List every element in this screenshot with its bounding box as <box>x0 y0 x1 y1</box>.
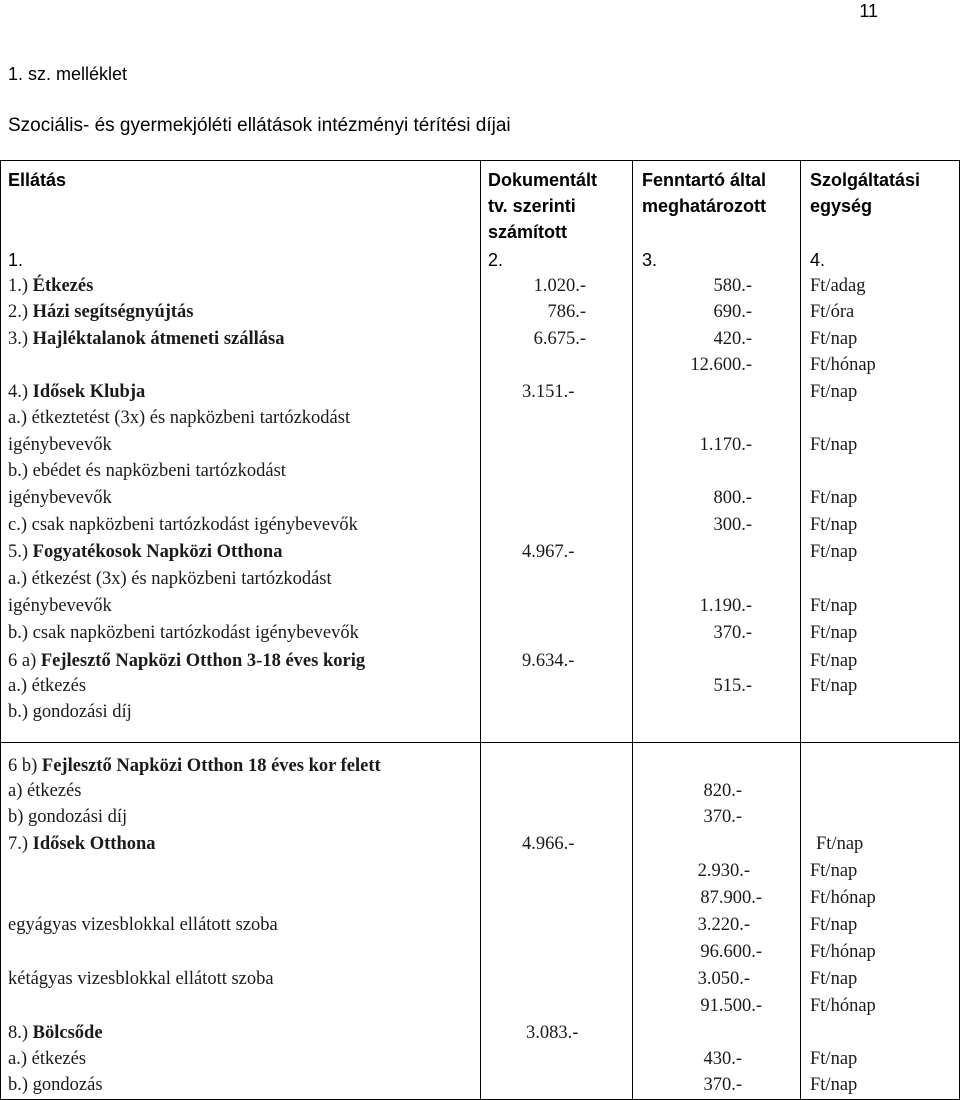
column-number: 3. <box>642 250 658 270</box>
service-name: Hajléktalanok átmeneti szállása <box>32 329 285 349</box>
operator-fee: 515.- <box>713 676 752 696</box>
documented-fee: 6.675.- <box>533 329 586 349</box>
operator-fee: 370.- <box>703 807 742 827</box>
column-number: 4. <box>810 250 826 270</box>
service-unit: Ft/nap <box>810 382 858 402</box>
fee-table <box>0 160 960 1100</box>
column-divider <box>800 160 801 742</box>
service-unit: Ft/nap <box>816 834 864 854</box>
service-unit: Ft/nap <box>810 861 858 881</box>
row-label: 6 a) Fejlesztő Napközi Otthon 3-18 éves korig <box>8 651 366 671</box>
documented-fee: 3.151.- <box>522 382 575 402</box>
service-name: Házi segítségnyújtás <box>32 302 194 322</box>
annex-label: 1. sz. melléklet <box>8 64 128 84</box>
row-label: b.) ebédet és napközbeni tartózkodást <box>8 461 286 481</box>
table-border-left <box>0 160 1 742</box>
operator-fee: 690.- <box>713 302 752 322</box>
service-name: Fejlesztő Napközi Otthon 18 éves kor felett <box>41 756 381 776</box>
row-label: 2.) Házi segítségnyújtás <box>8 302 194 322</box>
operator-fee: 300.- <box>713 515 752 535</box>
service-unit: Ft/nap <box>810 623 858 643</box>
header-operator: Fenntartó által <box>642 170 767 190</box>
row-label: egyágyas vizesblokkal ellátott szoba <box>8 915 278 935</box>
column-number: 2. <box>488 250 504 270</box>
documented-fee: 9.634.- <box>522 651 575 671</box>
column-divider <box>480 160 481 742</box>
service-unit: Ft/hónap <box>810 996 876 1016</box>
row-label: igénybevevők <box>8 596 112 616</box>
column-number: 1. <box>8 250 24 270</box>
operator-fee: 1.190.- <box>699 596 752 616</box>
service-name: Fogyatékosok Napközi Otthona <box>32 542 283 562</box>
operator-fee: 820.- <box>703 781 742 801</box>
row-label: 5.) Fogyatékosok Napközi Otthona <box>8 542 283 562</box>
documented-fee: 4.966.- <box>522 834 575 854</box>
service-unit: Ft/nap <box>810 435 858 455</box>
row-label: a.) étkeztetést (3x) és napközbeni tartózkodást <box>8 408 351 428</box>
documented-fee: 1.020.- <box>533 276 586 296</box>
service-name: Idősek Otthona <box>32 834 156 854</box>
operator-fee: 87.900.- <box>700 888 762 908</box>
table-border-top <box>0 160 960 161</box>
operator-fee: 3.050.- <box>697 969 750 989</box>
service-unit: Ft/hónap <box>810 355 876 375</box>
documented-fee: 3.083.- <box>526 1023 579 1043</box>
header-unit: egység <box>810 196 873 216</box>
row-label: b.) gondozási díj <box>8 702 132 722</box>
service-unit: Ft/nap <box>810 1049 858 1069</box>
row-label: igénybevevők <box>8 435 112 455</box>
row-label: b.) csak napközbeni tartózkodást igénybevevők <box>8 623 359 643</box>
column-divider <box>800 742 801 1100</box>
operator-fee: 580.- <box>713 276 752 296</box>
row-label: 6 b) Fejlesztő Napközi Otthon 18 éves kor felett <box>8 756 381 776</box>
service-unit: Ft/nap <box>810 915 858 935</box>
service-unit: Ft/nap <box>810 515 858 535</box>
row-label: igénybevevők <box>8 488 112 508</box>
operator-fee: 430.- <box>703 1049 742 1069</box>
document-title: Szociális- és gyermekjóléti ellátások intézményi térítési díjai <box>8 115 511 136</box>
row-label: 1.) Étkezés <box>8 276 94 296</box>
service-unit: Ft/nap <box>810 969 858 989</box>
service-unit: Ft/nap <box>810 488 858 508</box>
operator-fee: 1.170.- <box>699 435 752 455</box>
service-unit: Ft/nap <box>810 676 858 696</box>
header-documented: tv. szerinti <box>488 196 576 216</box>
header-operator: meghatározott <box>642 196 767 216</box>
documented-fee: 786.- <box>547 302 586 322</box>
header-ellatas: Ellátás <box>8 170 67 190</box>
service-name: Idősek Klubja <box>32 382 146 402</box>
header-documented: számított <box>488 222 568 242</box>
service-unit: Ft/nap <box>810 542 858 562</box>
operator-fee: 370.- <box>713 623 752 643</box>
service-unit: Ft/adag <box>810 276 866 296</box>
operator-fee: 370.- <box>703 1075 742 1095</box>
row-label: a.) étkezést (3x) és napközbeni tartózkodást <box>8 569 332 589</box>
service-unit: Ft/hónap <box>810 888 876 908</box>
row-label: b) gondozási díj <box>8 807 128 827</box>
operator-fee: 800.- <box>713 488 752 508</box>
service-unit: Ft/hónap <box>810 942 876 962</box>
operator-fee: 12.600.- <box>690 355 752 375</box>
header-unit: Szolgáltatási <box>810 170 921 190</box>
row-label: a.) étkezés <box>8 1049 87 1069</box>
row-label: a) étkezés <box>8 781 82 801</box>
service-unit: Ft/óra <box>810 302 855 322</box>
row-label: kétágyas vizesblokkal ellátott szoba <box>8 969 274 989</box>
row-label: 4.) Idősek Klubja <box>8 382 146 402</box>
operator-fee: 420.- <box>713 329 752 349</box>
row-label: 8.) Bölcsőde <box>8 1023 103 1043</box>
operator-fee: 96.600.- <box>700 942 762 962</box>
row-label: b.) gondozás <box>8 1075 103 1095</box>
service-unit: Ft/nap <box>810 596 858 616</box>
header-documented: Dokumentált <box>488 170 598 190</box>
row-label: 7.) Idősek Otthona <box>8 834 156 854</box>
service-unit: Ft/nap <box>810 651 858 671</box>
operator-fee: 3.220.- <box>697 915 750 935</box>
row-label: a.) étkezés <box>8 676 87 696</box>
column-divider <box>480 742 481 1100</box>
documented-fee: 4.967.- <box>522 542 575 562</box>
service-unit: Ft/nap <box>810 1075 858 1095</box>
operator-fee: 2.930.- <box>697 861 750 881</box>
service-name: Étkezés <box>32 276 94 296</box>
service-name: Bölcsőde <box>32 1023 103 1043</box>
row-label: c.) csak napközbeni tartózkodást igénybevevők <box>8 515 358 535</box>
table-border-left <box>0 742 1 1100</box>
service-name: Fejlesztő Napközi Otthon 3-18 éves korig <box>40 651 366 671</box>
page-number: 11 <box>859 1 878 21</box>
service-unit: Ft/nap <box>810 329 858 349</box>
row-label: 3.) Hajléktalanok átmeneti szállása <box>8 329 285 349</box>
operator-fee: 91.500.- <box>700 996 762 1016</box>
